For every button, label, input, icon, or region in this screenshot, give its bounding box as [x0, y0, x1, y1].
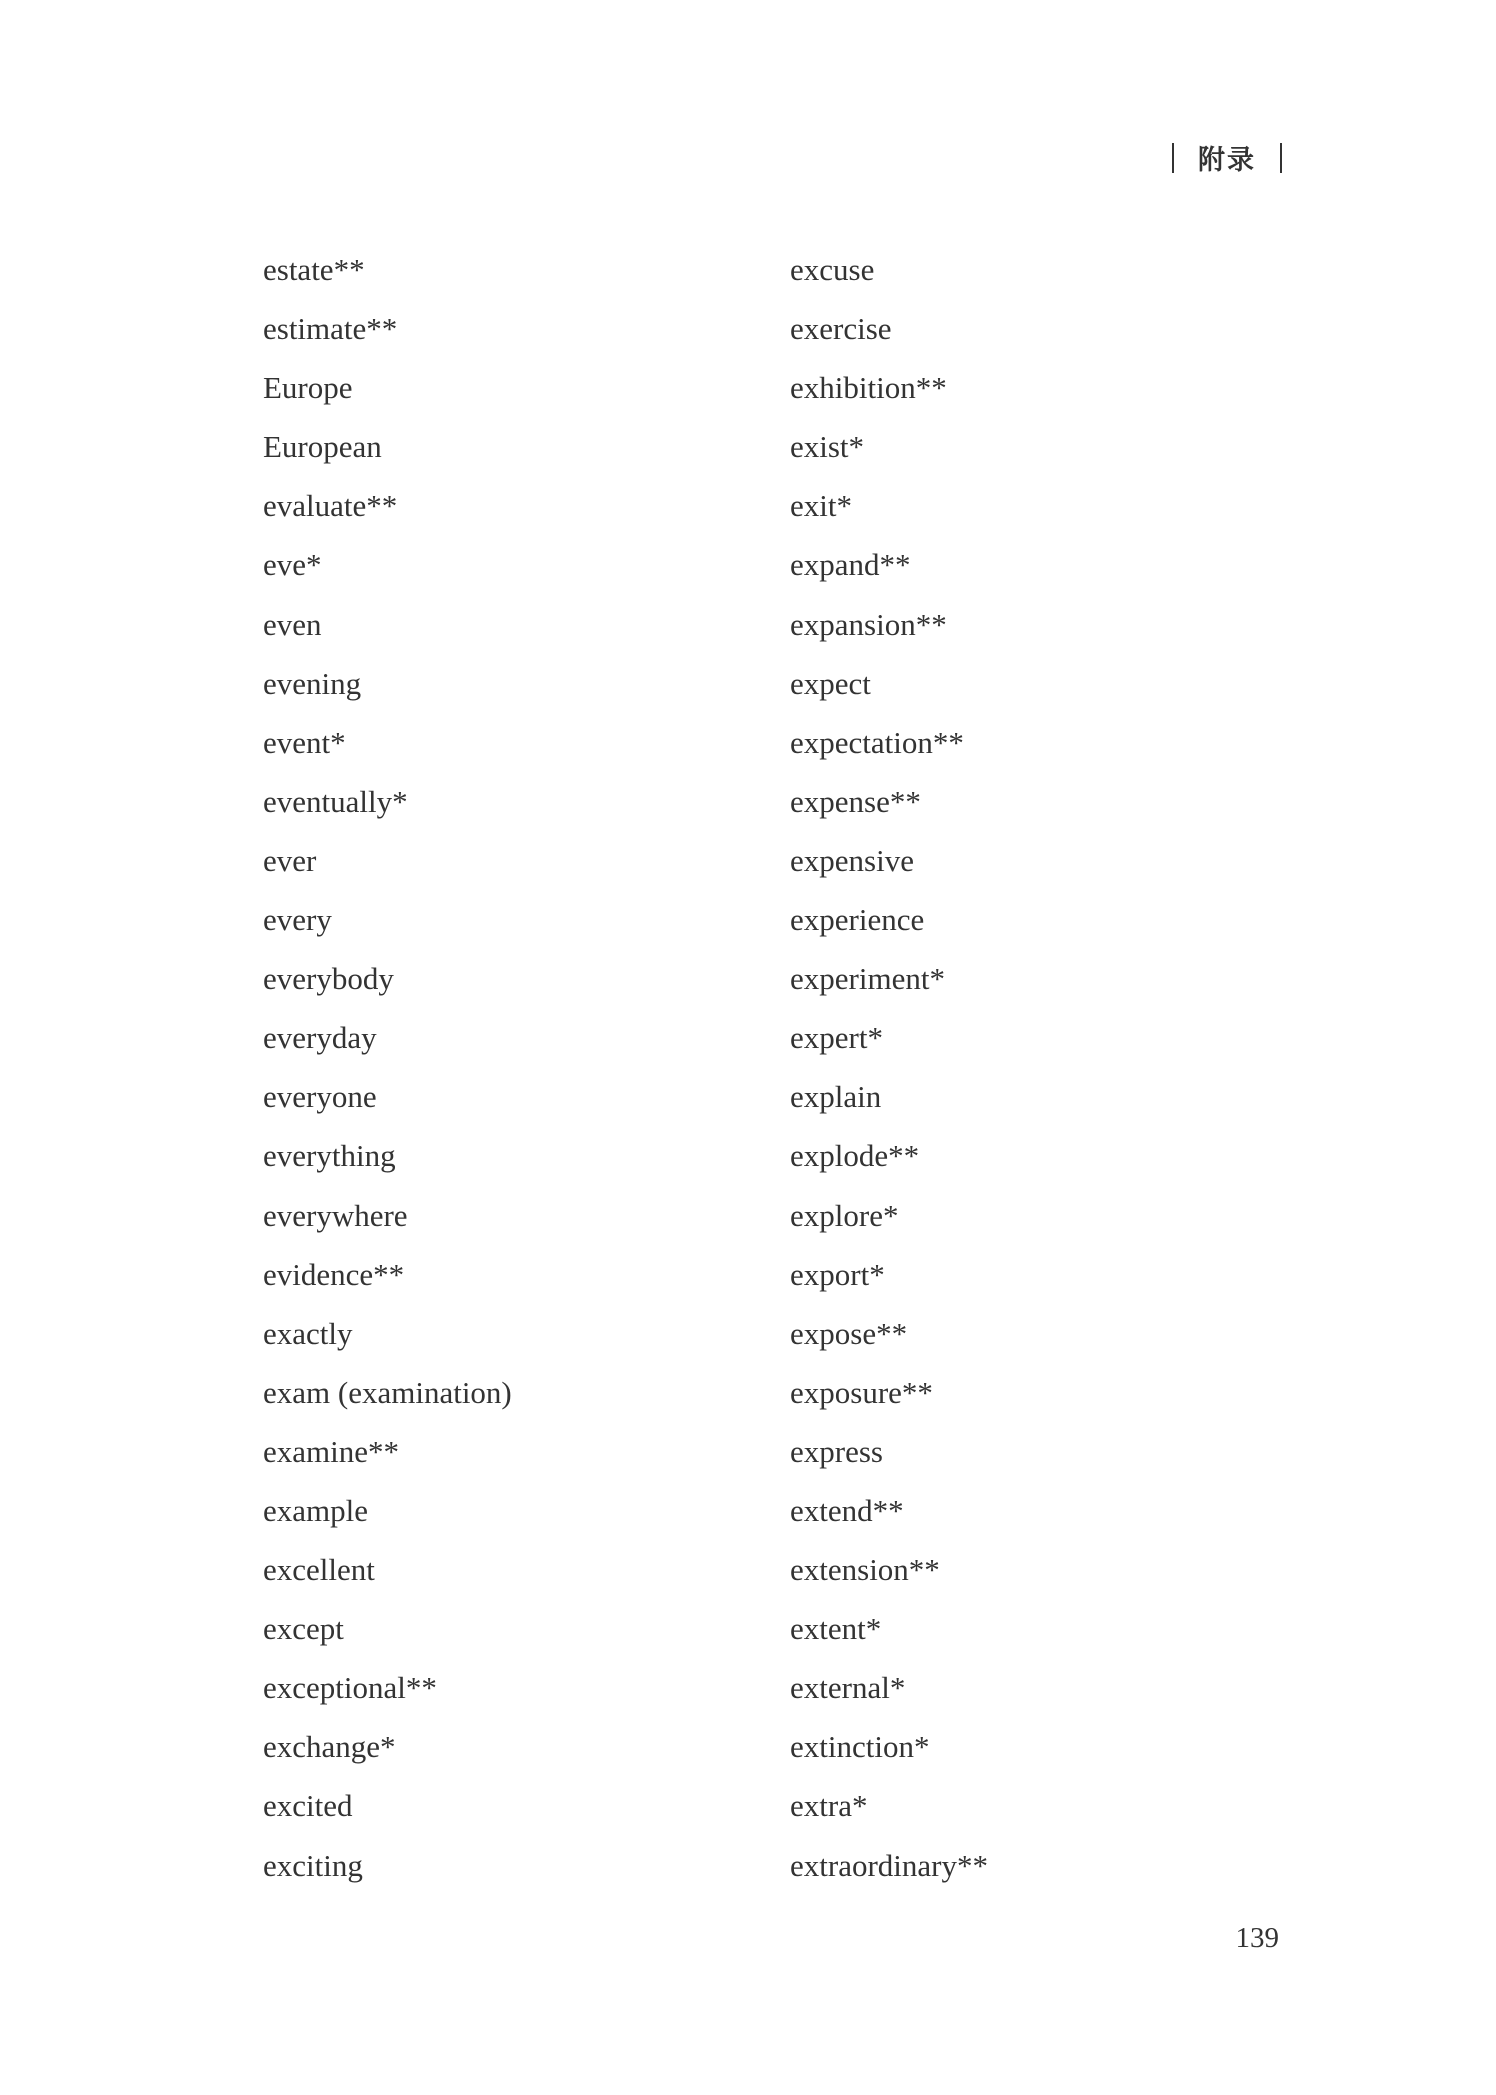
- word-entry: Europe: [263, 370, 353, 406]
- word-entry: expansion**: [790, 606, 947, 642]
- word-entry: eventually*: [263, 783, 408, 819]
- word-entry: export*: [790, 1256, 885, 1292]
- word-entry: estimate**: [263, 311, 398, 347]
- word-entry: European: [263, 429, 382, 465]
- word-entry: exciting: [263, 1847, 363, 1883]
- word-entry: expert*: [790, 1020, 883, 1056]
- word-entry: expensive: [790, 842, 914, 878]
- word-entry: ever: [263, 842, 317, 878]
- word-entry: every: [263, 902, 332, 938]
- word-entry: evaluate**: [263, 488, 398, 524]
- word-entry: express: [790, 1433, 883, 1469]
- word-entry: event*: [263, 724, 346, 760]
- word-entry: except: [263, 1611, 344, 1647]
- word-entry: expense**: [790, 783, 921, 819]
- word-entry: extra*: [790, 1788, 868, 1824]
- word-entry: example: [263, 1492, 369, 1528]
- running-header: [1172, 138, 1282, 177]
- word-entry: expose**: [790, 1315, 908, 1351]
- word-entry: even: [263, 606, 322, 642]
- header-right-rule: [1280, 143, 1282, 173]
- header-title: 附录: [1198, 145, 1256, 176]
- word-entry: exam (examination): [263, 1374, 512, 1410]
- word-entry: eve*: [263, 547, 322, 583]
- word-entry: everything: [263, 1138, 396, 1174]
- word-entry: extraordinary**: [790, 1847, 988, 1883]
- word-entry: everywhere: [263, 1197, 408, 1233]
- word-entry: evidence**: [263, 1256, 405, 1292]
- word-list-right-column: [790, 240, 988, 1895]
- word-entry: extent*: [790, 1611, 882, 1647]
- word-entry: extend**: [790, 1492, 904, 1528]
- word-entry: external*: [790, 1670, 906, 1706]
- word-entry: exit*: [790, 488, 852, 524]
- word-list-left-column: [263, 240, 512, 1895]
- word-entry: exhibition**: [790, 370, 947, 406]
- word-entry: exactly: [263, 1315, 353, 1351]
- word-entry: everybody: [263, 961, 394, 997]
- word-entry: estate**: [263, 252, 365, 287]
- word-entry: explore*: [790, 1197, 899, 1233]
- word-entry: everyone: [263, 1079, 377, 1115]
- word-entry: experience: [790, 902, 925, 938]
- page-number: 139: [1235, 1922, 1279, 1954]
- word-entry: exchange*: [263, 1729, 396, 1765]
- word-entry: explode**: [790, 1138, 920, 1174]
- word-entry: exercise: [790, 311, 892, 347]
- word-entry: explain: [790, 1079, 882, 1115]
- word-entry: exposure**: [790, 1374, 933, 1410]
- word-entry: excited: [263, 1788, 353, 1824]
- word-entry: excellent: [263, 1552, 375, 1588]
- word-entry: exceptional**: [263, 1670, 437, 1706]
- word-entry: evening: [263, 665, 362, 701]
- word-entry: experiment*: [790, 961, 945, 997]
- word-entry: extension**: [790, 1552, 940, 1588]
- word-entry: expectation**: [790, 724, 964, 760]
- header-left-rule: [1172, 143, 1174, 173]
- word-entry: expect: [790, 665, 871, 701]
- word-entry: examine**: [263, 1433, 400, 1469]
- word-entry: expand**: [790, 547, 911, 583]
- word-entry: exist*: [790, 429, 865, 465]
- word-entry: excuse: [790, 252, 875, 287]
- word-entry: extinction*: [790, 1729, 930, 1765]
- word-entry: everyday: [263, 1020, 377, 1056]
